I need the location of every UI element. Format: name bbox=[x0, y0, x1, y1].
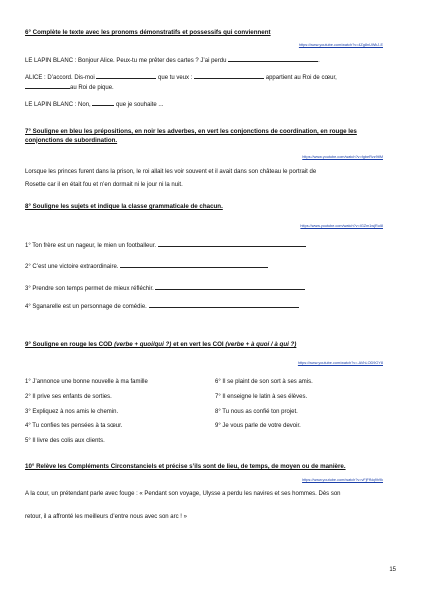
ex6-line2-text-a: ALICE : D’accord. Dis-moi bbox=[25, 75, 95, 81]
ex9-left-5: 5° Il livre des colis aux clients. bbox=[25, 438, 105, 444]
ex8-answer-3[interactable] bbox=[155, 283, 305, 290]
ex9-title bbox=[25, 341, 296, 350]
ex10-link[interactable]: https://www.youtube.com/watch?v=vFjFfNq9h9k bbox=[302, 478, 383, 482]
ex6-blank-3[interactable] bbox=[194, 72, 264, 79]
ex9-link[interactable]: https://www.youtube.com/watch?v=-AVhLOD9OY8 bbox=[297, 361, 383, 365]
ex9-title-b: (verbe + quoi/qui ?) bbox=[114, 341, 172, 348]
ex10-line2: retour, il a affronté les meilleurs d’entre nous avec son arc ! » bbox=[25, 514, 187, 520]
ex6-line3-text: au Roi de pique. bbox=[70, 85, 114, 91]
ex6-line2-text-b: que tu veux : bbox=[158, 75, 193, 81]
ex8-item-3 bbox=[25, 283, 305, 293]
ex9-right-8: 8° Tu nous as confié ton projet. bbox=[215, 409, 298, 415]
ex6-line4-text-a: LE LAPIN BLANC : Non, bbox=[25, 102, 91, 108]
ex8-link[interactable]: https://www.youtube.com/watch?v=IGZm1wjRuI8 bbox=[300, 224, 383, 228]
ex8-item-1 bbox=[25, 240, 306, 250]
ex7-title-line2: conjonctions de subordination. bbox=[25, 136, 118, 144]
ex9-title-d: (verbe + à quoi / à qui ?) bbox=[225, 341, 297, 348]
ex6-blank-5[interactable] bbox=[92, 99, 114, 106]
ex6-link[interactable]: https://www.youtube.com/watch?v=4Zg8nUWkJ-E bbox=[298, 43, 383, 47]
ex9-left-2: 2° Il prive ses enfants de sorties. bbox=[25, 394, 112, 400]
ex6-line2 bbox=[25, 72, 337, 82]
ex6-line1 bbox=[25, 55, 320, 65]
ex6-line1-end: . bbox=[318, 58, 320, 64]
ex8-answer-4[interactable] bbox=[149, 301, 299, 308]
ex8-item-1-text: 1° Ton frère est un nageur, le mien un footballeur. bbox=[25, 243, 157, 249]
ex7-title bbox=[25, 128, 357, 145]
ex6-blank-4[interactable] bbox=[25, 82, 70, 89]
page-number: 15 bbox=[389, 567, 396, 573]
ex7-link[interactable]: https://www.youtube.com/watch?v=fgbeRvz9tIM bbox=[302, 155, 383, 159]
ex8-item-4-text: 4° Sganarelle est un personnage de comédie. bbox=[25, 304, 147, 310]
ex6-line1-text: LE LAPIN BLANC : Bonjour Alice. Peux-tu me prêter des cartes ? J’ai perdu bbox=[25, 58, 227, 64]
ex9-left-3: 3° Expliquez à nos amis le chemin. bbox=[25, 409, 119, 415]
ex7-line1: Lorsque les princes furent dans la prison, le roi allait les voir souvent et il avait dans son château le portrait de bbox=[25, 169, 317, 175]
ex9-title-a: 9° Souligne en rouge les COD bbox=[25, 341, 115, 348]
ex9-title-c: et en vert les COI bbox=[171, 341, 226, 348]
ex8-item-2 bbox=[25, 261, 268, 271]
ex8-item-2-text: 2° C’est une victoire extraordinaire. bbox=[25, 264, 119, 270]
ex9-left-4: 4° Tu confies tes pensées à ta sœur. bbox=[25, 423, 123, 429]
ex10-line1: A la cour, un prétendant parle avec fouge : « Pendant son voyage, Ulysse a perdu les navires et ses hommes. Dès son bbox=[25, 491, 341, 497]
ex8-item-4 bbox=[25, 301, 299, 311]
ex9-right-7: 7° Il enseigne le latin à ses élèves. bbox=[215, 394, 308, 400]
ex6-line3 bbox=[25, 82, 114, 92]
ex6-title: 6° Complète le texte avec les pronoms démonstratifs et possessifs qui conviennent bbox=[25, 29, 271, 36]
ex8-item-3-text: 3° Prendre son temps permet de mieux réfléchir. bbox=[25, 286, 154, 292]
ex8-answer-2[interactable] bbox=[120, 261, 268, 268]
ex6-line2-text-c: appartient au Roi de cœur, bbox=[265, 75, 337, 81]
ex7-title-line1: 7° Souligne en bleu les prépositions, en noir les adverbes, en vert les conjonctions de coordination, en rouge les bbox=[25, 128, 357, 135]
ex8-title: 8° Souligne les sujets et indique la classe grammaticale de chacun. bbox=[25, 203, 223, 210]
ex6-line4 bbox=[25, 99, 163, 109]
ex6-line4-text-b: que je souhaite ... bbox=[116, 102, 164, 108]
ex10-title: 10° Relève les Compléments Circonstanciels et précise s’ils sont de lieu, de temps, de moyen ou de manière. bbox=[25, 463, 346, 470]
ex9-right-9: 9° Je vous parle de votre devoir. bbox=[215, 423, 301, 429]
ex6-blank-1[interactable] bbox=[228, 55, 318, 62]
ex9-right-6: 6° Il se plaint de son sort à ses amis. bbox=[215, 379, 313, 385]
ex7-line2: Rosette car il en était fou et n’en dormait ni le jour ni la nuit. bbox=[25, 182, 183, 188]
ex9-left-1: 1° J’annonce une bonne nouvelle à ma famille bbox=[25, 379, 148, 385]
ex6-blank-2[interactable] bbox=[96, 72, 156, 79]
ex8-answer-1[interactable] bbox=[158, 240, 306, 247]
